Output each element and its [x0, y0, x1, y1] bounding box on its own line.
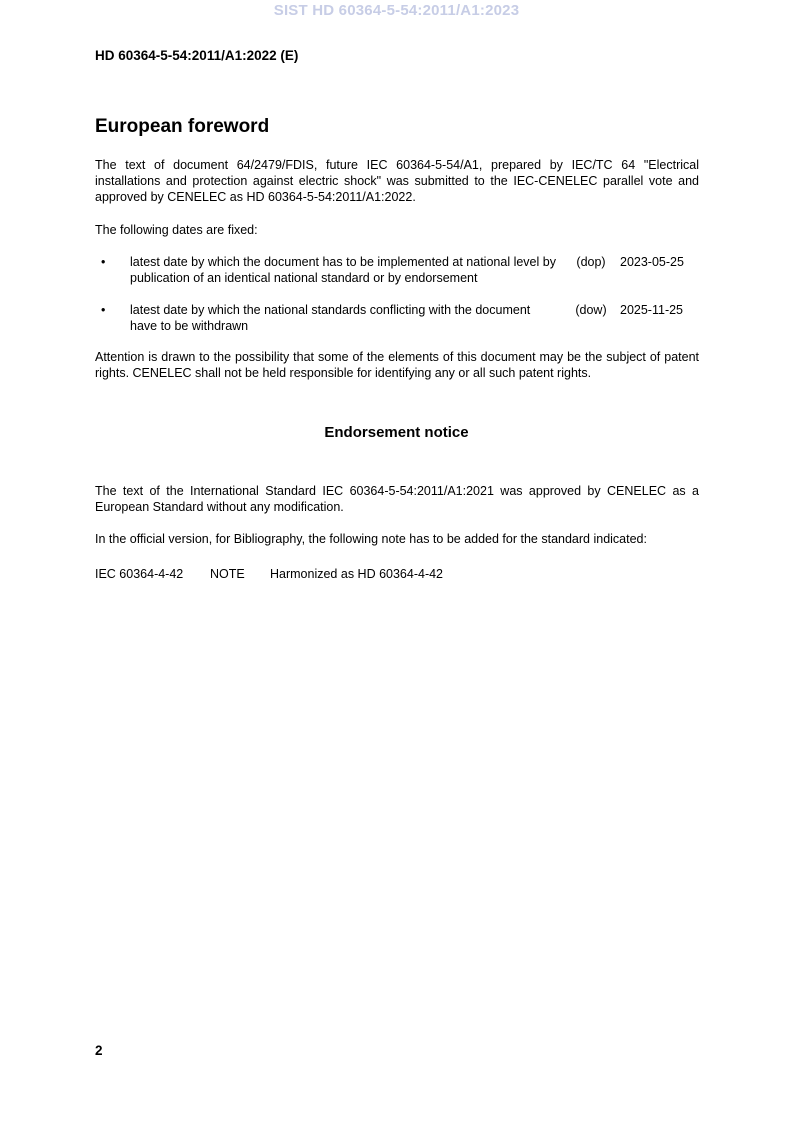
foreword-title: European foreword [95, 116, 270, 137]
endorsement-title: Endorsement notice [324, 424, 469, 441]
date-value: 2025-11-25 [620, 303, 684, 317]
date-code: (dop) [576, 255, 606, 269]
foreword-paragraph-3: Attention is drawn to the possibility that some of the elements of this document may be the subject of patent rights. CENELEC shall not be held responsible for identifying any or all such patent rights. [95, 350, 699, 380]
bullet: • [101, 303, 106, 317]
foreword-paragraph-1: The text of document 64/2479/FDIS, future IEC 60364-5-54/A1, prepared by IEC/TC 64 "Electrical installations and protection against electric shock" was submitted to the IEC-CENELEC parallel vote and approved by CENELEC as HD 60364-5-54:2011/A1:2022. [95, 158, 699, 204]
date-description: latest date by which the national standards conflicting with the document have to be withdrawn [130, 303, 531, 333]
date-value: 2023-05-25 [620, 255, 684, 269]
endorsement-paragraph-1: The text of the International Standard IEC 60364-5-54:2011/A1:2021 was approved by CENELEC as a European Standard without any modification. [95, 484, 699, 514]
bullet: • [101, 255, 106, 269]
document-identifier: HD 60364-5-54:2011/A1:2022 (E) [95, 48, 299, 63]
note-text: Harmonized as HD 60364-4-42 [270, 567, 444, 581]
watermark: SIST HD 60364-5-54:2011/A1:2023 [273, 2, 520, 19]
page-number: 2 [95, 1043, 103, 1058]
date-code: (dow) [575, 303, 607, 317]
note-reference: IEC 60364-4-42 [95, 567, 184, 581]
date-description: latest date by which the document has to be implemented at national level by publication of an identical national standard or by endorsement [130, 255, 556, 285]
foreword-paragraph-2: The following dates are fixed: [95, 223, 258, 237]
note-label: NOTE [210, 567, 245, 581]
endorsement-paragraph-2: In the official version, for Bibliography, the following note has to be added for the standard indicated: [95, 532, 647, 546]
